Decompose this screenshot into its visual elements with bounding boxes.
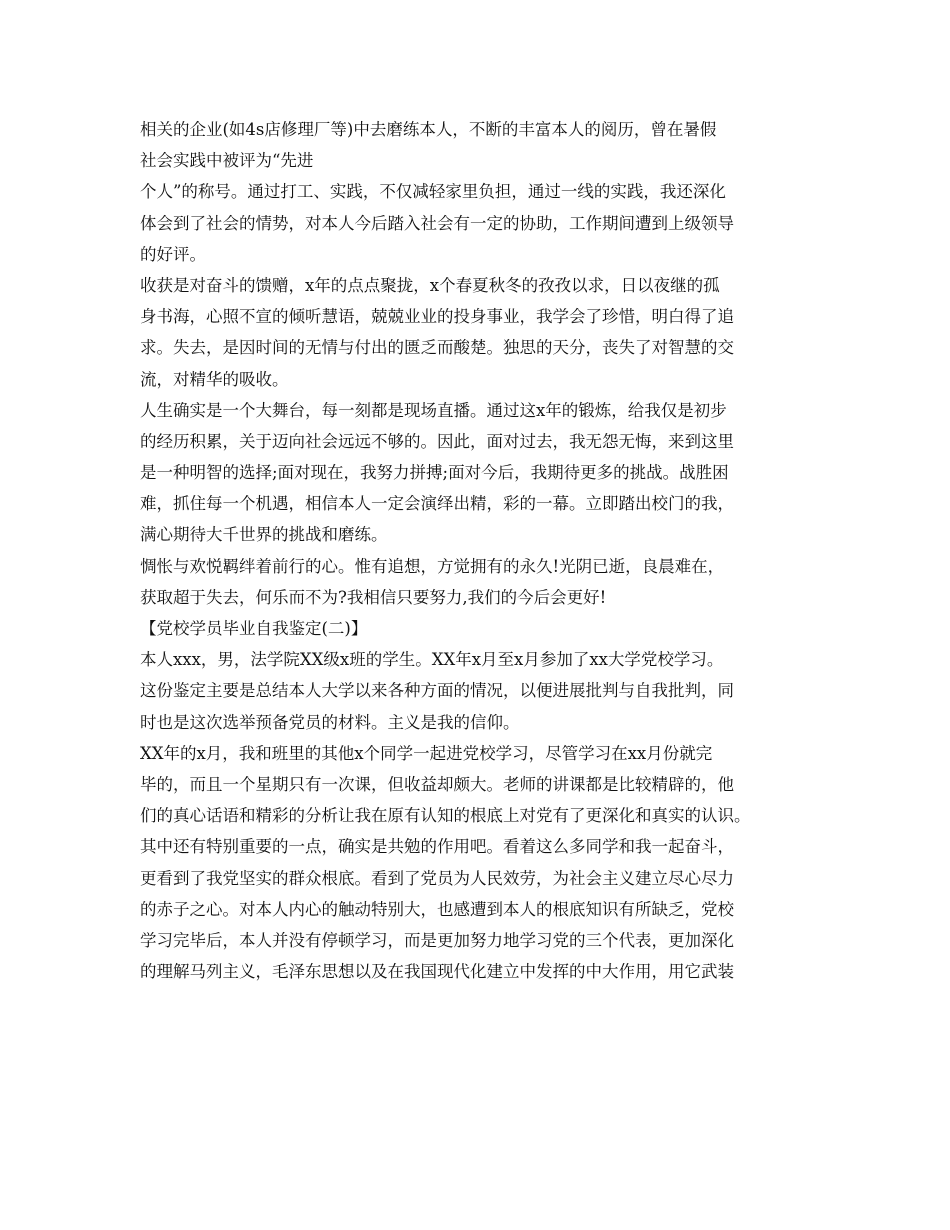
text-line: 难，抓住每一个机遇，相信本人一定会演绎出精，彩的一幕。立即踏出校门的我， [140,494,734,514]
text-line: 是一种明智的选择;面对现在，我努力拼搏;面对今后，我期待更多的挑战。战胜困 [140,463,729,483]
text-line: 其中还有特别重要的一点，确实是共勉的作用吧。看着这么多同学和我一起奋斗， [140,837,734,857]
text-line: 们的真心话语和精彩的分析让我在原有认知的根底上对党有了更深化和真实的认识。 [140,806,751,826]
section-heading: 【党校学员毕业自我鉴定(二)】 [140,619,368,638]
text-line: 的经历积累，关于迈向社会远远不够的。因此，面对过去，我无怨无悔，来到这里 [140,431,734,451]
text-line: 个人”的称号。通过打工、实践，不仅减轻家里负担，通过一线的实践，我还深化 [140,182,726,202]
text-line: 收获是对奋斗的馈赠，x年的点点聚拢，x个春夏秋冬的孜孜以求，日以夜继的孤 [140,275,720,295]
text-line: 的理解马列主义，毛泽东思想以及在我国现代化建立中发挥的中大作用，用它武装 [140,962,734,982]
text-line: XX年的x月，我和班里的其他x个同学一起进党校学习，尽管学习在xx月份就完 [140,743,713,763]
text-line: 获取超于失去，何乐而不为?我相信只要努力,我们的今后会更好! [140,587,607,607]
text-line: 社会实践中被评为“先进 [140,151,314,171]
text-line: 这份鉴定主要是总结本人大学以来各种方面的情况，以便进展批判与自我批判，同 [140,681,734,701]
text-line: 相关的企业(如4s店修理厂等)中去磨练本人，不断的丰富本人的阅历，曾在暑假 [140,120,717,139]
text-line: 毕的，而且一个星期只有一次课，但收益却颇大。老师的讲课都是比较精辟的，他 [140,774,734,794]
text-line: 的赤子之心。对本人内心的触动特别大，也感遭到本人的根底知识有所缺乏，党校 [140,899,734,919]
text-line: 人生确实是一个大舞台，每一刻都是现场直播。通过这x年的锻炼，给我仅是初步 [140,400,727,420]
text-line: 学习完毕后，本人并没有停顿学习，而是更加努力地学习党的三个代表，更加深化 [140,930,734,950]
text-line: 满心期待大千世界的挑战和磨练。 [140,525,388,545]
text-line: 更看到了我党坚实的群众根底。看到了党员为人民效劳，为社会主义建立尽心尽力 [140,868,734,888]
text-line: 体会到了社会的情势，对本人今后踏入社会有一定的协助，工作期间遭到上级领导 [140,213,734,233]
text-line: 的好评。 [140,244,206,264]
text-line: 时也是这次选举预备党员的材料。主义是我的信仰。 [140,712,520,732]
text-line: 流，对精华的吸收。 [140,369,289,389]
text-line: 本人xxx，男，法学院XX级x班的学生。XX年x月至x月参加了xx大学党校学习。 [140,650,724,670]
text-line: 求。失去，是因时间的无情与付出的匮乏而酸楚。独思的天分，丧失了对智慧的交 [140,338,734,358]
document-body [140,114,830,987]
text-line: 惆怅与欢悦羁绊着前行的心。惟有追想，方觉拥有的永久!光阴已逝，良晨难在， [140,556,725,576]
text-line: 身书海，心照不宣的倾听慧语，兢兢业业的投身事业，我学会了珍惜，明白得了追 [140,307,734,327]
